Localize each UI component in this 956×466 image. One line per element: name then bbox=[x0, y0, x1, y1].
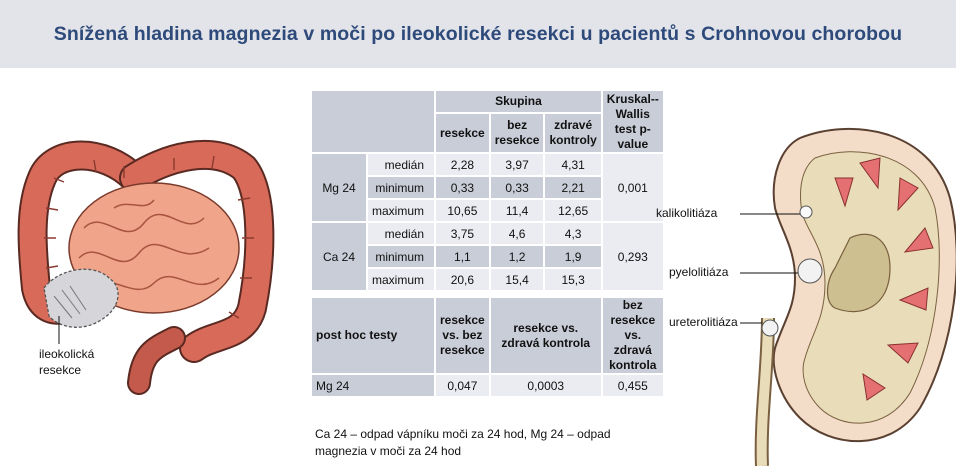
posthoc-col-header: resekce vs. zdravá kontrola bbox=[491, 298, 601, 373]
p-value-cell: 0,293 bbox=[603, 223, 663, 290]
stat-cell: medián bbox=[368, 223, 434, 244]
value-cell: 1,9 bbox=[545, 246, 600, 267]
ureter-stone bbox=[762, 320, 778, 336]
corner-cell bbox=[312, 91, 434, 152]
posthoc-value: 0,047 bbox=[436, 375, 489, 396]
value-cell: 4,31 bbox=[545, 154, 600, 175]
resected-segment bbox=[44, 269, 118, 327]
value-cell: 0,33 bbox=[436, 177, 489, 198]
stat-cell: maximum bbox=[368, 200, 434, 221]
stat-cell: minimum bbox=[368, 177, 434, 198]
col-header: resekce bbox=[436, 114, 489, 152]
test-header: Kruskal--Wallis test p-value bbox=[603, 91, 663, 152]
col-header: bez resekce bbox=[491, 114, 544, 152]
title-bar bbox=[0, 0, 956, 68]
posthoc-value: 0,0003 bbox=[491, 375, 601, 396]
value-cell: 1,2 bbox=[491, 246, 544, 267]
stat-cell: medián bbox=[368, 154, 434, 175]
stat-cell: minimum bbox=[368, 246, 434, 267]
posthoc-header: post hoc testy bbox=[312, 298, 434, 373]
results-table bbox=[310, 89, 665, 398]
col-header: zdravé kontroly bbox=[545, 114, 600, 152]
stat-cell: maximum bbox=[368, 269, 434, 290]
kidney-label-kalikolitiaza: kalikolitiáza bbox=[656, 206, 718, 220]
p-value-cell: 0,001 bbox=[603, 154, 663, 221]
posthoc-col-header: bez resekce vs. zdravá kontrola bbox=[603, 298, 663, 373]
value-cell: 4,3 bbox=[545, 223, 600, 244]
value-cell: 11,4 bbox=[491, 200, 544, 221]
value-cell: 3,97 bbox=[491, 154, 544, 175]
kidney-label-ureterolitiaza: ureterolitiáza bbox=[669, 315, 738, 329]
value-cell: 20,6 bbox=[436, 269, 489, 290]
calyx-stone bbox=[800, 206, 812, 218]
value-cell: 15,3 bbox=[545, 269, 600, 290]
posthoc-col-header: resekce vs. bez resekce bbox=[436, 298, 489, 373]
footnote: Ca 24 – odpad vápníku moči za 24 hod, Mg 24 – odpad magnezia v moči za 24 hod bbox=[315, 427, 611, 458]
value-cell: 2,21 bbox=[545, 177, 600, 198]
kidney-illustration bbox=[740, 118, 956, 466]
kidney-label-pyelolitiaza: pyelolitiáza bbox=[669, 265, 729, 279]
posthoc-value: 0,455 bbox=[603, 375, 663, 396]
intestine-label: ileokolická resekce bbox=[39, 347, 95, 377]
value-cell: 1,1 bbox=[436, 246, 489, 267]
value-cell: 15,4 bbox=[491, 269, 544, 290]
value-cell: 2,28 bbox=[436, 154, 489, 175]
table-row bbox=[312, 223, 663, 244]
value-cell: 3,75 bbox=[436, 223, 489, 244]
page-title: Snížená hladina magnezia v moči po ileokolické resekci u pacientů s Crohnovou chorobou bbox=[53, 22, 903, 45]
pelvis-stone bbox=[798, 259, 822, 283]
group-header: Skupina bbox=[436, 91, 601, 112]
param-cell: Mg 24 bbox=[312, 154, 366, 221]
value-cell: 0,33 bbox=[491, 177, 544, 198]
table-row bbox=[312, 375, 663, 396]
value-cell: 10,65 bbox=[436, 200, 489, 221]
table-row bbox=[312, 154, 663, 175]
value-cell: 4,6 bbox=[491, 223, 544, 244]
posthoc-row-label: Mg 24 bbox=[312, 375, 434, 396]
param-cell: Ca 24 bbox=[312, 223, 366, 290]
value-cell: 12,65 bbox=[545, 200, 600, 221]
